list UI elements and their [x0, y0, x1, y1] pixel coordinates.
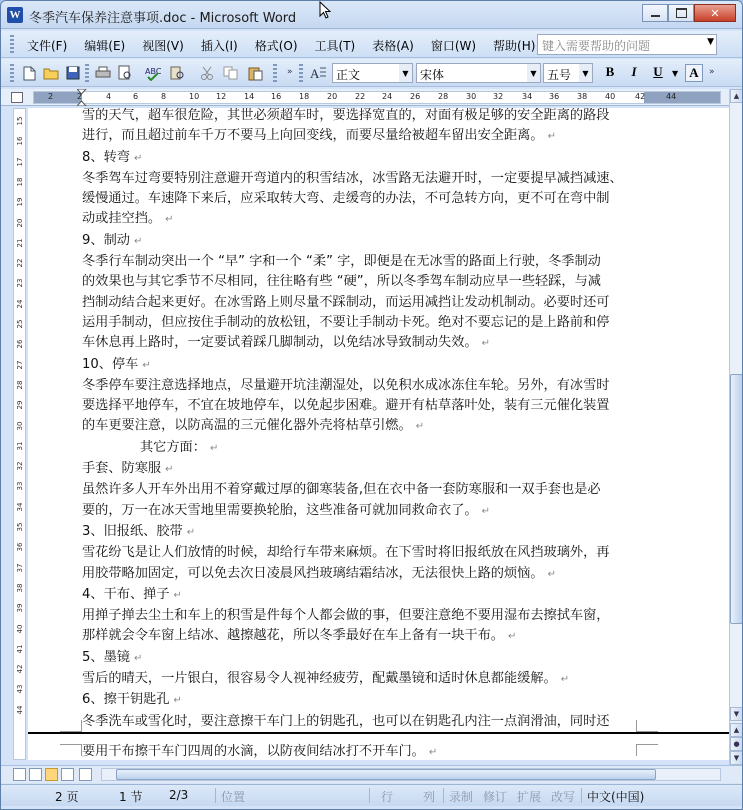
status-divider [215, 788, 216, 803]
styles-pane-icon[interactable] [310, 65, 326, 81]
view-bar [1, 765, 742, 783]
web-view-icon[interactable] [29, 768, 42, 781]
underline-button[interactable]: U [653, 64, 663, 79]
menu-bar [1, 31, 742, 58]
vertical-ruler-mark: 31 [16, 441, 24, 451]
font-select[interactable] [416, 63, 541, 83]
doc-line: 车休息再上路时，一定要试着踩几脚制动，以免结冰导致制动失效。 ↵ [82, 335, 491, 351]
status-divider [581, 788, 582, 803]
status-position: 位置 [221, 790, 246, 804]
vertical-ruler-mark: 44 [16, 705, 24, 715]
research-icon[interactable] [169, 65, 185, 81]
ruler-mark: 22 [355, 92, 366, 101]
doc-heading: 手套、防寒服 ↵ [82, 461, 174, 477]
ruler-left-margin [34, 92, 82, 103]
bold-button[interactable]: B [605, 64, 615, 79]
horizontal-scrollbar[interactable] [101, 768, 721, 781]
toolbar-options-icon[interactable]: » [709, 67, 715, 77]
title-bar[interactable] [1, 1, 742, 29]
vertical-ruler-mark: 35 [16, 522, 24, 532]
document-area[interactable] [28, 108, 729, 760]
doc-line: 雪的天气，超车很危险，其世必须超车时，要选择宽直的，对面有极足够的安全距离的路段 [82, 108, 610, 123]
doc-line: 的效果也与其它季节不尽相同，往往略有些 “硬”，所以冬季驾车制动应早一些轻踩，与减 [82, 274, 601, 290]
menu-file[interactable]: 文件(F) [27, 39, 68, 53]
doc-line: 进行，而且超过前车千万不要马上向回变线，而要尽量给被超车留出安全距离。 ↵ [82, 128, 556, 144]
menu-edit[interactable]: 编辑(E) [84, 39, 126, 53]
vertical-ruler-mark: 36 [16, 542, 24, 552]
maximize-button[interactable] [668, 4, 694, 22]
status-column: 列 [423, 790, 436, 804]
menu-help[interactable]: 帮助(H) [493, 39, 536, 53]
vertical-ruler-mark: 17 [16, 157, 24, 167]
doc-line: 冬季行车制动突出一个 “早” 字和一个 “柔” 字，即便是在无冰雪的路面上行驶，冬季制动 [82, 254, 601, 270]
menu-tools[interactable]: 工具(T) [314, 39, 356, 53]
ruler-mark: 8 [161, 92, 167, 101]
doc-heading: 3、旧报纸、胶带 ↵ [82, 523, 196, 539]
toolbar [1, 59, 742, 87]
style-select-value: 正文 [336, 68, 361, 82]
vertical-ruler-mark: 34 [16, 502, 24, 512]
indent-marker-icon[interactable] [77, 89, 87, 106]
toolbar-grip[interactable] [10, 64, 14, 82]
next-page-icon[interactable]: ▼ [730, 751, 743, 765]
format-toolbar-grip[interactable] [299, 64, 303, 82]
doc-line: 挡制动结合起来更好。在冰雪路上则尽量不踩制动，而运用减挡让发动机制动。必要时还可 [82, 294, 610, 310]
vertical-ruler-mark: 25 [16, 319, 24, 329]
paste-icon[interactable] [247, 65, 263, 81]
doc-line: 冬季洗车或雪化时，要注意擦干车门上的钥匙孔，也可以在钥匙孔内注一点润滑油，同时还 [82, 713, 610, 729]
ruler-mark: 10 [189, 92, 200, 101]
status-divider [369, 788, 370, 803]
toolbar-options-icon[interactable]: » [287, 67, 293, 77]
menu-view[interactable]: 视图(V) [142, 39, 184, 53]
page-corner-mark [60, 720, 82, 732]
menu-window[interactable]: 窗口(W) [430, 39, 477, 53]
doc-line: 雪花纷飞是让人们放情的时候，却给行车带来麻烦。在下雪时将旧报纸放在风挡玻璃外，再 [82, 545, 610, 561]
vertical-ruler-mark: 27 [16, 360, 24, 370]
new-document-icon[interactable] [21, 65, 37, 81]
status-divider [443, 788, 444, 803]
status-page-of: 2/3 [169, 788, 189, 802]
ruler-mark: 2 [77, 92, 83, 101]
ruler-mark: 38 [577, 92, 588, 101]
status-language: 中文(中国) [587, 790, 645, 804]
status-overwrite[interactable]: 改写 [551, 790, 576, 804]
doc-heading: 9、制动 ↵ [82, 232, 143, 248]
vertical-ruler-mark: 18 [16, 177, 24, 187]
vertical-ruler-mark: 21 [16, 238, 24, 248]
scroll-up-icon[interactable]: ▲ [730, 89, 743, 103]
doc-line: 要用干布擦干车门四周的水滴，以防夜间结冰打不开车门。 ↵ [82, 744, 438, 759]
status-line: 行 [381, 790, 394, 804]
ruler-mark: 14 [244, 92, 255, 101]
doc-heading: 6、擦干钥匙孔 ↵ [82, 692, 182, 708]
scrollbar-thumb[interactable] [730, 374, 743, 624]
doc-line: 冬季停车要注意选择地点，尽量避开坑洼潮湿处，以免积水成冰冻住车轮。另外，有冰雪时 [82, 377, 610, 393]
cut-icon[interactable] [199, 65, 215, 81]
chevron-down-icon[interactable]: ▼ [399, 64, 412, 82]
doc-line: 要的，万一在冰天雪地里需要换轮胎，这些准备可就加同救命衣了。 ↵ [82, 502, 491, 518]
vertical-ruler-mark: 37 [16, 563, 24, 573]
font-select-value: 宋体 [420, 68, 445, 82]
status-section: 1 节 [119, 790, 143, 804]
minimize-button[interactable] [642, 4, 668, 22]
doc-heading: 10、停车 ↵ [82, 356, 151, 372]
doc-line: 冬季驾车过弯要特别注意避开弯道内的积雪结冰，冰雪路无法避开时，一定要提早减挡减速、 [82, 170, 623, 186]
doc-line: 动或挂空挡。 ↵ [82, 211, 174, 227]
previous-page-icon[interactable]: ▲ [730, 723, 743, 737]
document-page-next[interactable] [82, 742, 642, 760]
style-select[interactable] [332, 63, 413, 83]
svg-text:ABC: ABC [145, 67, 161, 76]
page-corner-mark [636, 720, 658, 732]
tab-stop-selector[interactable] [11, 92, 23, 103]
vertical-ruler-mark: 38 [16, 583, 24, 593]
ruler-mark: 32 [493, 92, 504, 101]
svg-text:A: A [310, 66, 320, 81]
help-search-placeholder: 键入需要帮助的问题 [542, 39, 651, 53]
font-color-button[interactable]: A [685, 64, 703, 82]
print-preview-icon[interactable] [117, 65, 133, 81]
open-folder-icon[interactable] [43, 65, 59, 81]
chevron-down-icon[interactable]: ▼ [672, 69, 679, 78]
vertical-ruler-mark: 24 [16, 299, 24, 309]
font-size-select[interactable] [543, 63, 593, 83]
chevron-down-icon[interactable]: ▼ [707, 37, 714, 47]
ruler-mark: 40 [605, 92, 616, 101]
vertical-ruler-mark: 40 [16, 624, 24, 633]
font-size-value: 五号 [547, 68, 572, 82]
vertical-ruler-mark: 26 [16, 339, 24, 349]
toolbar-separator [85, 64, 89, 82]
ruler-mark: 4 [106, 92, 112, 101]
doc-heading: 4、干布、掸子 ↵ [82, 586, 182, 602]
copy-icon[interactable] [223, 65, 239, 81]
vertical-ruler-mark: 41 [16, 644, 24, 654]
normal-view-icon[interactable] [13, 768, 26, 781]
vertical-ruler-mark: 33 [16, 481, 24, 491]
ruler-mark: 2 [48, 92, 54, 101]
vertical-ruler-mark: 20 [16, 218, 24, 227]
vertical-ruler-mark: 29 [16, 400, 24, 410]
menu-insert[interactable]: 插入(I) [200, 39, 238, 53]
ruler-mark: 26 [410, 92, 421, 101]
outline-view-icon[interactable] [61, 768, 74, 781]
ruler-mark: 34 [522, 92, 533, 101]
reading-view-icon[interactable] [79, 768, 92, 781]
chevron-down-icon[interactable]: ▼ [579, 64, 592, 82]
vertical-ruler-mark: 43 [16, 684, 24, 694]
vertical-ruler[interactable] [13, 108, 26, 760]
ruler-mark: 44 [666, 92, 677, 101]
horizontal-ruler[interactable] [1, 89, 742, 106]
vertical-ruler-mark: 32 [16, 461, 24, 471]
status-bar [1, 784, 742, 806]
doc-line: 雪后的晴天，一片银白，很容易令人视神经疲劳，配戴墨镜和适时休息都能缓解。 ↵ [82, 671, 570, 687]
menu-table[interactable]: 表格(A) [372, 39, 414, 53]
chevron-down-icon[interactable]: ▼ [527, 64, 540, 82]
mouse-cursor-icon [319, 1, 331, 19]
doc-line: 要选择平地停车，不宜在坡地停车，以免起步困难。避开有枯草落叶处，装有三元催化装置 [82, 398, 610, 414]
vertical-ruler-mark: 23 [16, 278, 24, 288]
save-icon[interactable] [65, 65, 81, 81]
ruler-mark: 28 [438, 92, 449, 101]
help-search-input[interactable] [537, 34, 717, 55]
italic-button[interactable]: I [631, 64, 637, 79]
vertical-ruler-mark: 15 [16, 116, 24, 126]
vertical-ruler-mark: 19 [16, 197, 24, 207]
doc-line: 缓慢通过。车速降下来后，应采取转大弯、走缓弯的办法，不可急转方向，更不可在弯中制 [82, 191, 610, 207]
page-break [28, 732, 729, 742]
menubar-grip[interactable] [10, 35, 14, 54]
scroll-down-icon[interactable]: ▼ [730, 707, 743, 721]
status-record[interactable]: 录制 [449, 790, 474, 804]
vertical-ruler-mark: 30 [16, 421, 24, 430]
status-extend[interactable]: 扩展 [517, 790, 542, 804]
window-title: 冬季汽车保养注意事项.doc - Microsoft Word [29, 11, 297, 26]
doc-line: 用掸子掸去尘土和车上的积雪是件每个人都会做的事，但要注意绝不要用湿布去擦拭车窗， [82, 608, 610, 624]
vertical-ruler-mark: 28 [16, 380, 24, 390]
ruler-mark: 36 [549, 92, 560, 101]
ruler-mark: 6 [133, 92, 139, 101]
page-corner-mark [60, 744, 82, 756]
doc-subheading: 其它方面： ↵ [140, 439, 219, 455]
ruler-mark: 20 [327, 92, 338, 101]
word-app-icon[interactable]: W [7, 7, 23, 23]
ruler-right-margin [644, 92, 720, 103]
vertical-ruler-mark: 22 [16, 258, 24, 268]
status-revision[interactable]: 修订 [483, 790, 508, 804]
spelling-check-icon[interactable] [145, 65, 161, 81]
ruler-mark: 12 [216, 92, 227, 101]
doc-line: 的车更要注意，以防高温的三元催化器外壳将枯草引燃。 ↵ [82, 418, 425, 434]
ruler-mark: 18 [299, 92, 310, 101]
ruler-mark: 16 [271, 92, 282, 101]
doc-line: 用胶带略加固定，可以免去次日凌晨风挡玻璃结霜结冰，无法很快上路的烦恼。 ↵ [82, 565, 556, 581]
ruler-mark: 42 [635, 92, 646, 101]
close-button[interactable]: ✕ [694, 4, 736, 22]
print-icon[interactable] [95, 65, 111, 81]
doc-line: 虽然许多人开车外出用不着穿戴过厚的御寒装备,但在衣中备一套防寒服和一双手套也是必 [82, 482, 601, 498]
vertical-scrollbar[interactable] [729, 89, 742, 765]
doc-heading: 5、墨镜 ↵ [82, 649, 143, 665]
doc-line: 运用手制动，但应按住手制动的放松钮，不要让手制动卡死。绝对不要忘记的是上路前和停 [82, 314, 610, 330]
status-page: 2 页 [55, 790, 79, 804]
print-layout-view-icon[interactable] [45, 768, 58, 781]
hscroll-thumb[interactable] [116, 769, 656, 780]
ruler-mark: 24 [382, 92, 393, 101]
menu-format[interactable]: 格式(O) [254, 39, 298, 53]
doc-heading: 8、转弯 ↵ [82, 149, 143, 165]
toolbar-grip-2[interactable] [273, 64, 277, 82]
ruler-mark: 30 [466, 92, 477, 101]
document-page[interactable] [82, 108, 642, 732]
vertical-ruler-mark: 39 [16, 603, 24, 613]
vertical-ruler-mark: 16 [16, 136, 24, 146]
vertical-ruler-mark: 42 [16, 664, 24, 674]
doc-line: 那样就会令车窗上结冰、越擦越花，所以冬季最好在车上备有一块干布。 ↵ [82, 628, 517, 644]
select-browse-object-icon[interactable]: ● [730, 737, 743, 751]
